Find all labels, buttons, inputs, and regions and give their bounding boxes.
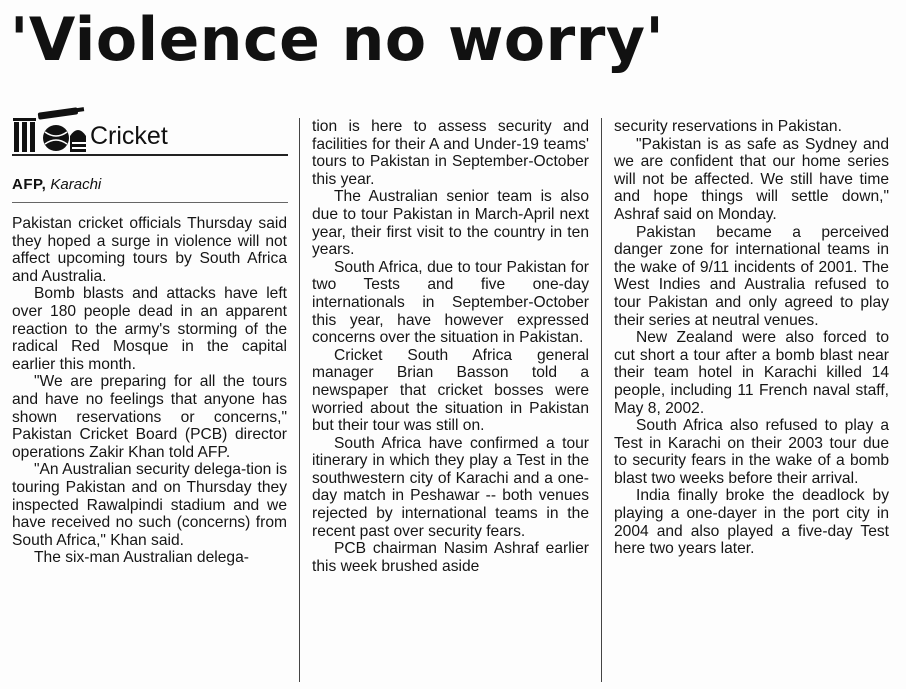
paragraph: security reservations in Pakistan. [614,118,842,135]
section-label: Cricket [90,122,168,150]
section-divider [12,154,288,156]
paragraph: "We are preparing for all the tours and have no feelings that anyone has shown reservations or concerns," Pakistan Cricket Board (PCB) director operations Zakir Khan told AFP. [12,373,287,461]
cricket-gear-icon [12,106,86,154]
byline [12,176,101,193]
paragraph: Pakistan became a perceived danger zone for international teams in the wake of 9/11 incidents of 2001. The West Indies and Australia refused to tour Pakistan and only agreed to play their series at neutral venues. [614,223,889,329]
paragraph: The Australian senior team is also due to tour Pakistan in March-April next year, their first visit to the country in ten years. [312,188,589,259]
paragraph: South Africa, due to tour Pakistan for two Tests and five one-day internationals in September-October this year, have however expressed concerns over the situation in Pakistan. [312,258,589,347]
byline-agency: AFP, [12,176,47,193]
paragraph: South Africa also refused to play a Test in Karachi on their 2003 tour due to security fears in the wake of a bomb blast two weeks before their arrival. [614,417,889,487]
article-column-1 [12,215,287,567]
paragraph: The six-man Australian delega- [34,549,249,567]
section-kicker [12,102,288,154]
paragraph: Cricket South Africa general manager Brian Basson told a newspaper that cricket bosses were worried about the situation in Pakistan but their tour was still on. [312,346,589,435]
article-column-3 [614,118,889,558]
paragraph: Pakistan cricket officials Thursday said they hoped a surge in violence will not affect upcoming tours by South Africa and Australia. [12,215,287,285]
column-divider [601,118,602,682]
paragraph: tion is here to assess security and facilities for their A and Under-19 teams' tours to Pakistan in September-October this year. [312,118,589,188]
paragraph: South Africa have confirmed a tour itinerary in which they play a Test in the southwestern city of Karachi and a one-day match in Peshawar -- both venues rejected by international teams in the recent past over security fears. [312,434,589,540]
paragraph: "An Australian security delega-tion is touring Pakistan and on Thursday they inspected Rawalpindi stadium and we have received no such (concerns) from South Africa," Khan said. [12,461,287,549]
byline-divider [12,202,288,203]
article-column-2 [312,118,589,575]
column-divider [299,118,300,682]
paragraph: PCB chairman Nasim Ashraf earlier this week brushed aside [312,540,589,575]
paragraph: Bomb blasts and attacks have left over 180 people dead in an apparent reaction to the army's storming of the radical Red Mosque in the capital earlier this month. [12,285,287,373]
headline: 'Violence no worry' [10,5,665,75]
byline-location: Karachi [50,176,102,193]
paragraph: New Zealand were also forced to cut short a tour after a bomb blast near their team hotel in Karachi killed 14 people, including 11 French naval staff, May 8, 2002. [614,329,889,417]
paragraph: India finally broke the deadlock by playing a one-dayer in the port city in 2004 and also played a five-day Test here two years later. [614,487,889,558]
paragraph: "Pakistan is as safe as Sydney and we are confident that our home series will not be affected. We still have time and hope things will settle down," Ashraf said on Monday. [614,135,889,223]
